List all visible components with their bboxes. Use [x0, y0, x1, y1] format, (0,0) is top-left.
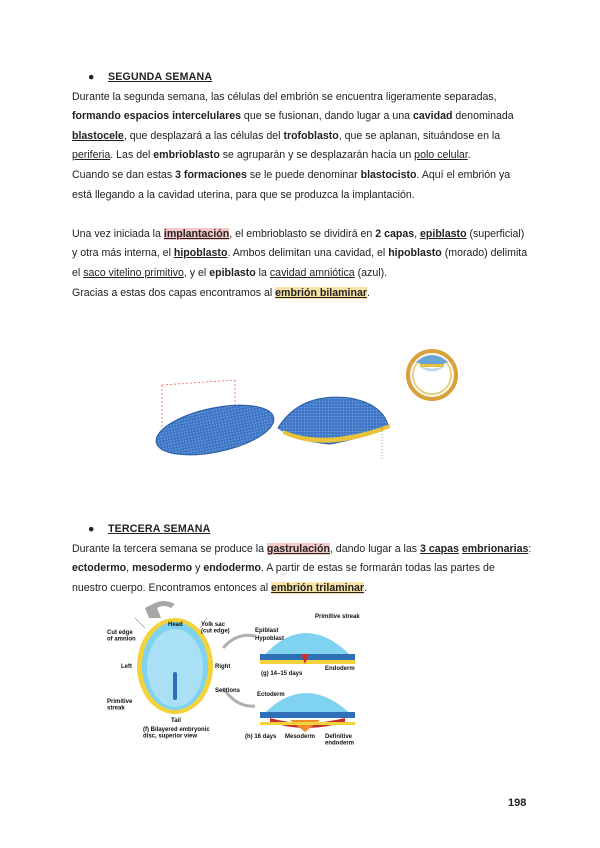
bullet-icon: ●: [88, 523, 95, 535]
section-tercera-semana: [72, 520, 532, 598]
section-heading: [72, 68, 532, 88]
caption-h: (h) 16 days: [245, 734, 277, 740]
label-tail: Tail: [171, 718, 181, 724]
label-definitive-endoderm: Definitive endoderm: [325, 734, 355, 747]
section-title: SEGUNDA SEMANA: [108, 71, 213, 83]
section-16-days: [260, 693, 355, 732]
label-sections: Sections: [215, 688, 241, 694]
label-yolk-sac: Yolk sac (cut edge): [201, 622, 230, 635]
label-cut-edge: Cut edge of amnion: [107, 630, 136, 643]
disc-top-view: [152, 380, 279, 464]
label-endoderm: Endoderm: [325, 666, 355, 672]
paragraph: Cuando se dan estas 3 formaciones se le puede denominar blastocisto. Aquí el embrión ya está llegando a la cavidad uterina, para que se produzca la implantación.: [72, 168, 511, 201]
label-primitive-streak-top: Primitive streak: [315, 614, 360, 620]
label-ectoderm: Ectoderm: [257, 692, 285, 698]
label-head: Head: [168, 622, 183, 628]
page-number: 198: [508, 797, 527, 809]
paragraph: Durante la segunda semana, las células del embrión se encuentra ligeramente separadas, formando espacios intercelulares que se fusionan, dando lugar a una cavidad denominada blastocele, que desplazará a las células del trofoblasto, que se aplanan, situándose en la periferia. Las del embrioblasto se agruparán y se desplazarán hacia un polo celular.: [72, 90, 514, 162]
label-left: Left: [121, 664, 132, 670]
gastrulation-figure: [105, 598, 385, 748]
caption-f: (f) Bilayered embryonic disc, superior view: [143, 727, 210, 740]
label-primitive-streak: Primitive streak: [107, 699, 133, 712]
blastocyst-diagram: [408, 351, 456, 399]
paragraph: Una vez iniciada la implantación, el embrioblasto se dividirá en 2 capas, epiblasto (superficial) y otra más interna, el hipoblasto. Ambos delimitan una cavidad, el hipoblasto (morado) delimita el saco vitelino primitivo, y el epiblasto la cavidad amniótica (azul). Gracias a estas dos capas encontramos al embrión bilaminar.: [72, 227, 528, 299]
label-hypoblast: Hypoblast: [255, 636, 285, 642]
section-title: TERCERA SEMANA: [108, 523, 211, 535]
section-segunda-semana: [72, 68, 532, 303]
arrow-icon: [223, 635, 255, 648]
bullet-icon: ●: [88, 71, 95, 83]
section-heading: [72, 520, 532, 540]
paragraph: Durante la tercera semana se produce la gastrulación, dando lugar a las 3 capas embrionarias: ectodermo, mesodermo y endodermo. A partir de estas se formarán todas las partes de nuestro cuerpo. Encontramos entonces al embrión trilaminar.: [72, 542, 532, 594]
disc-cross-section: [278, 397, 390, 460]
bilaminar-disc-figure: [150, 340, 460, 465]
label-right: Right: [215, 664, 231, 670]
label-epiblast: Epiblast: [255, 628, 279, 634]
label-mesoderm: Mesoderm: [285, 734, 316, 740]
caption-g: (g) 14–15 days: [261, 671, 303, 677]
arrow-down-icon: [145, 601, 175, 618]
